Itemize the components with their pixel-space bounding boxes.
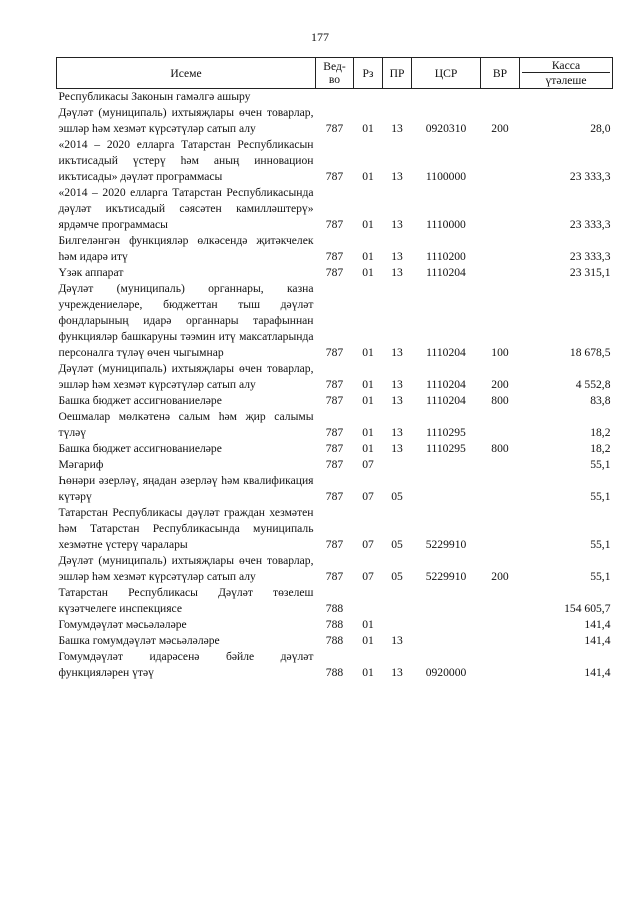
row-amount: 23 333,3 (569, 218, 611, 231)
header-vedomstvo: Вед-во (316, 58, 354, 89)
row-amount: 23 315,1 (569, 266, 611, 279)
row-amount: 4 552,8 (575, 378, 611, 391)
row-pr: 05 (391, 490, 403, 503)
row-vedomstvo: 787 (325, 394, 344, 407)
row-amount: 18,2 (590, 442, 611, 455)
row-pr: 13 (391, 378, 403, 391)
table-body (57, 89, 613, 682)
row-name: «2014 – 2020 елларга Татарстан Республикасында дәүләт икътисадый сәясәтен камилләштерү» ярдәмче программасы (58, 186, 314, 231)
table-row (57, 585, 613, 617)
row-name: Гомумдәүләт мәсьәләләре (58, 618, 187, 631)
row-csr: 1110204 (426, 266, 466, 279)
row-csr: 5229910 (425, 570, 467, 583)
row-name: Мәгариф (58, 458, 104, 471)
row-pr (383, 585, 412, 617)
row-csr: 1110204 (426, 394, 466, 407)
row-rz: 01 (362, 378, 374, 391)
row-name: Үзәк аппарат (58, 266, 124, 279)
row-vedomstvo: 787 (325, 570, 344, 583)
row-vr (481, 233, 520, 265)
table-row (57, 505, 613, 553)
row-vedomstvo: 787 (325, 346, 344, 359)
row-rz: 07 (362, 570, 374, 583)
table-row (57, 233, 613, 265)
row-vr: 200 (491, 570, 509, 583)
row-rz: 01 (362, 346, 374, 359)
row-csr (412, 89, 481, 106)
table-row (57, 137, 613, 185)
row-amount: 55,1 (590, 570, 611, 583)
table-row (57, 473, 613, 505)
row-rz: 01 (362, 426, 374, 439)
row-name: Башка гомумдәүләт мәсьәләләре (58, 634, 220, 647)
row-vr: 800 (491, 442, 509, 455)
row-vedomstvo: 787 (325, 458, 344, 471)
row-amount: 18,2 (590, 426, 611, 439)
row-vedomstvo: 787 (325, 218, 344, 231)
header-name: Исеме (57, 58, 316, 89)
row-amount (520, 89, 613, 106)
row-pr: 13 (391, 346, 403, 359)
row-pr: 13 (391, 666, 403, 679)
row-vr (481, 457, 520, 473)
row-rz: 07 (362, 538, 374, 551)
row-vr (481, 265, 520, 281)
row-csr: 1110204 (426, 378, 466, 391)
row-vr (481, 649, 520, 681)
row-name: Оешмалар мөлкәтенә салым һәм җир салымы түләү (58, 410, 314, 439)
table-row (57, 553, 613, 585)
row-pr: 13 (391, 426, 403, 439)
table-row (57, 409, 613, 441)
row-csr: 0920310 (425, 122, 467, 135)
row-csr: 1110204 (426, 346, 466, 359)
row-name: Дәүләт (муниципаль) ихтыяҗлары өчен товарлар, эшләр һәм хезмәт күрсәтүләр сатып алу (58, 106, 314, 135)
row-csr: 5229910 (425, 538, 467, 551)
row-csr: 1100000 (425, 170, 467, 183)
row-vedomstvo: 788 (325, 602, 344, 615)
row-vedomstvo: 787 (325, 426, 344, 439)
row-pr: 13 (391, 442, 403, 455)
row-vr (481, 89, 520, 106)
row-pr: 05 (391, 570, 403, 583)
row-vr: 800 (491, 394, 509, 407)
row-vedomstvo: 788 (325, 666, 344, 679)
row-name: Республикасы Законын гамәлгә ашыру (58, 90, 251, 103)
row-csr (412, 473, 481, 505)
row-amount: 28,0 (590, 122, 611, 135)
table-row (57, 185, 613, 233)
header-pr: ПР (383, 58, 412, 89)
table-row (57, 89, 613, 106)
row-name: Дәүләт (муниципаль) ихтыяҗлары өчен товарлар, эшләр һәм хезмәт күрсәтүләр сатып алу (58, 362, 314, 391)
row-vr: 200 (491, 378, 509, 391)
row-rz: 01 (362, 618, 374, 631)
row-vr: 100 (491, 346, 509, 359)
row-vr (481, 473, 520, 505)
row-vr (481, 505, 520, 553)
table-row (57, 361, 613, 393)
row-name: Татарстан Республикасы дәүләт граждан хезмәтен һәм Татарстан Республикасында муниципаль хезмәтне үстерү чаралары (58, 506, 314, 551)
row-pr: 13 (391, 122, 403, 135)
row-rz: 01 (362, 266, 374, 279)
row-vedomstvo: 787 (325, 442, 344, 455)
row-pr (383, 457, 412, 473)
row-amount: 23 333,3 (569, 170, 611, 183)
table-header (57, 58, 613, 89)
row-vr (481, 585, 520, 617)
row-rz: 01 (362, 666, 374, 679)
row-amount: 55,1 (590, 538, 611, 551)
row-csr: 0920000 (425, 666, 467, 679)
row-rz: 01 (362, 634, 374, 647)
table-row (57, 617, 613, 633)
row-name: Гомумдәүләт идарәсенә бәйле дәүләт функцияләрен үтәү (58, 650, 314, 679)
row-csr (412, 585, 481, 617)
table-row (57, 265, 613, 281)
row-vedomstvo: 787 (325, 490, 344, 503)
row-vr: 200 (491, 122, 509, 135)
page-number: 177 (311, 30, 329, 44)
table-row (57, 281, 613, 361)
table-row (57, 105, 613, 137)
row-pr: 05 (391, 538, 403, 551)
row-rz: 01 (362, 394, 374, 407)
row-vr (481, 633, 520, 649)
row-csr: 1110200 (426, 250, 466, 263)
table-row (57, 393, 613, 409)
table-row (57, 457, 613, 473)
row-rz: 01 (362, 442, 374, 455)
row-pr: 13 (391, 218, 403, 231)
header-rz: Рз (354, 58, 383, 89)
row-amount: 141,4 (584, 634, 611, 647)
row-pr (383, 617, 412, 633)
row-vedomstvo: 787 (325, 378, 344, 391)
row-vr (481, 185, 520, 233)
header-vr: ВР (481, 58, 520, 89)
row-name: Дәүләт (муниципаль) ихтыяҗлары өчен товарлар, эшләр һәм хезмәт күрсәтүләр сатып алу (58, 554, 314, 583)
row-vedomstvo: 787 (325, 250, 344, 263)
table-row (57, 633, 613, 649)
row-amount: 23 333,3 (569, 250, 611, 263)
row-rz: 07 (362, 490, 374, 503)
row-vedomstvo: 787 (325, 266, 344, 279)
header-kassa-bottom: үтәлеше (522, 72, 610, 87)
row-rz: 01 (362, 218, 374, 231)
budget-table (56, 57, 613, 681)
row-amount: 55,1 (590, 458, 611, 471)
row-rz (354, 585, 383, 617)
row-csr: 1110295 (426, 442, 466, 455)
row-pr: 13 (391, 634, 403, 647)
header-kassa-top: Касса (551, 59, 581, 72)
row-vr (481, 409, 520, 441)
row-csr: 1110295 (426, 426, 466, 439)
row-rz: 01 (362, 250, 374, 263)
row-rz: 01 (362, 122, 374, 135)
row-csr: 1110000 (426, 218, 466, 231)
row-pr: 13 (391, 266, 403, 279)
row-rz (354, 89, 383, 106)
row-vr (481, 137, 520, 185)
row-pr: 13 (391, 250, 403, 263)
row-amount: 154 605,7 (564, 602, 611, 615)
row-name: «2014 – 2020 елларга Татарстан Республикасын икътисадый үстерү һәм аның инновацион икътисады» дәүләт программасы (58, 138, 314, 183)
row-vedomstvo: 788 (325, 634, 344, 647)
row-rz: 01 (362, 170, 374, 183)
table-row (57, 441, 613, 457)
row-pr: 13 (391, 394, 403, 407)
table-row (57, 649, 613, 681)
row-amount: 18 678,5 (569, 346, 611, 359)
row-rz: 07 (362, 458, 374, 471)
row-name: Дәүләт (муниципаль) органнары, казна учреждениеләре, бюджеттан тыш дәүләт фондларының идарә органнары тарафыннан функцияләр башкаруны тәэмин итү максатларында персоналга түләү өчен чыгымнар (58, 282, 314, 359)
row-name: Башка бюджет ассигнованиеләре (58, 442, 222, 455)
row-csr (412, 457, 481, 473)
row-amount: 83,8 (590, 394, 611, 407)
row-pr: 13 (391, 170, 403, 183)
row-vedomstvo: 787 (325, 538, 344, 551)
row-amount: 55,1 (590, 490, 611, 503)
row-csr (412, 633, 481, 649)
row-vedomstvo: 787 (325, 122, 344, 135)
row-pr (383, 89, 412, 106)
row-name: Билгеләнгән функцияләр өлкәсендә җитәкчелек һәм идарә итү (58, 234, 314, 263)
row-amount: 141,4 (584, 618, 611, 631)
row-csr (412, 617, 481, 633)
row-amount: 141,4 (584, 666, 611, 679)
header-csr: ЦСР (412, 58, 481, 89)
row-name: Татарстан Республикасы Дәүләт төзелеш күзәтчелеге инспекциясе (58, 586, 314, 615)
row-name: Һөнәри әзерләү, яңадан әзерләү һәм квалификация күтәрү (58, 474, 314, 503)
header-kassa (520, 58, 613, 89)
row-name: Башка бюджет ассигнованиеләре (58, 394, 222, 407)
row-vedomstvo: 788 (325, 618, 344, 631)
row-vr (481, 617, 520, 633)
row-vedomstvo: 787 (325, 170, 344, 183)
row-vedomstvo (316, 89, 354, 106)
